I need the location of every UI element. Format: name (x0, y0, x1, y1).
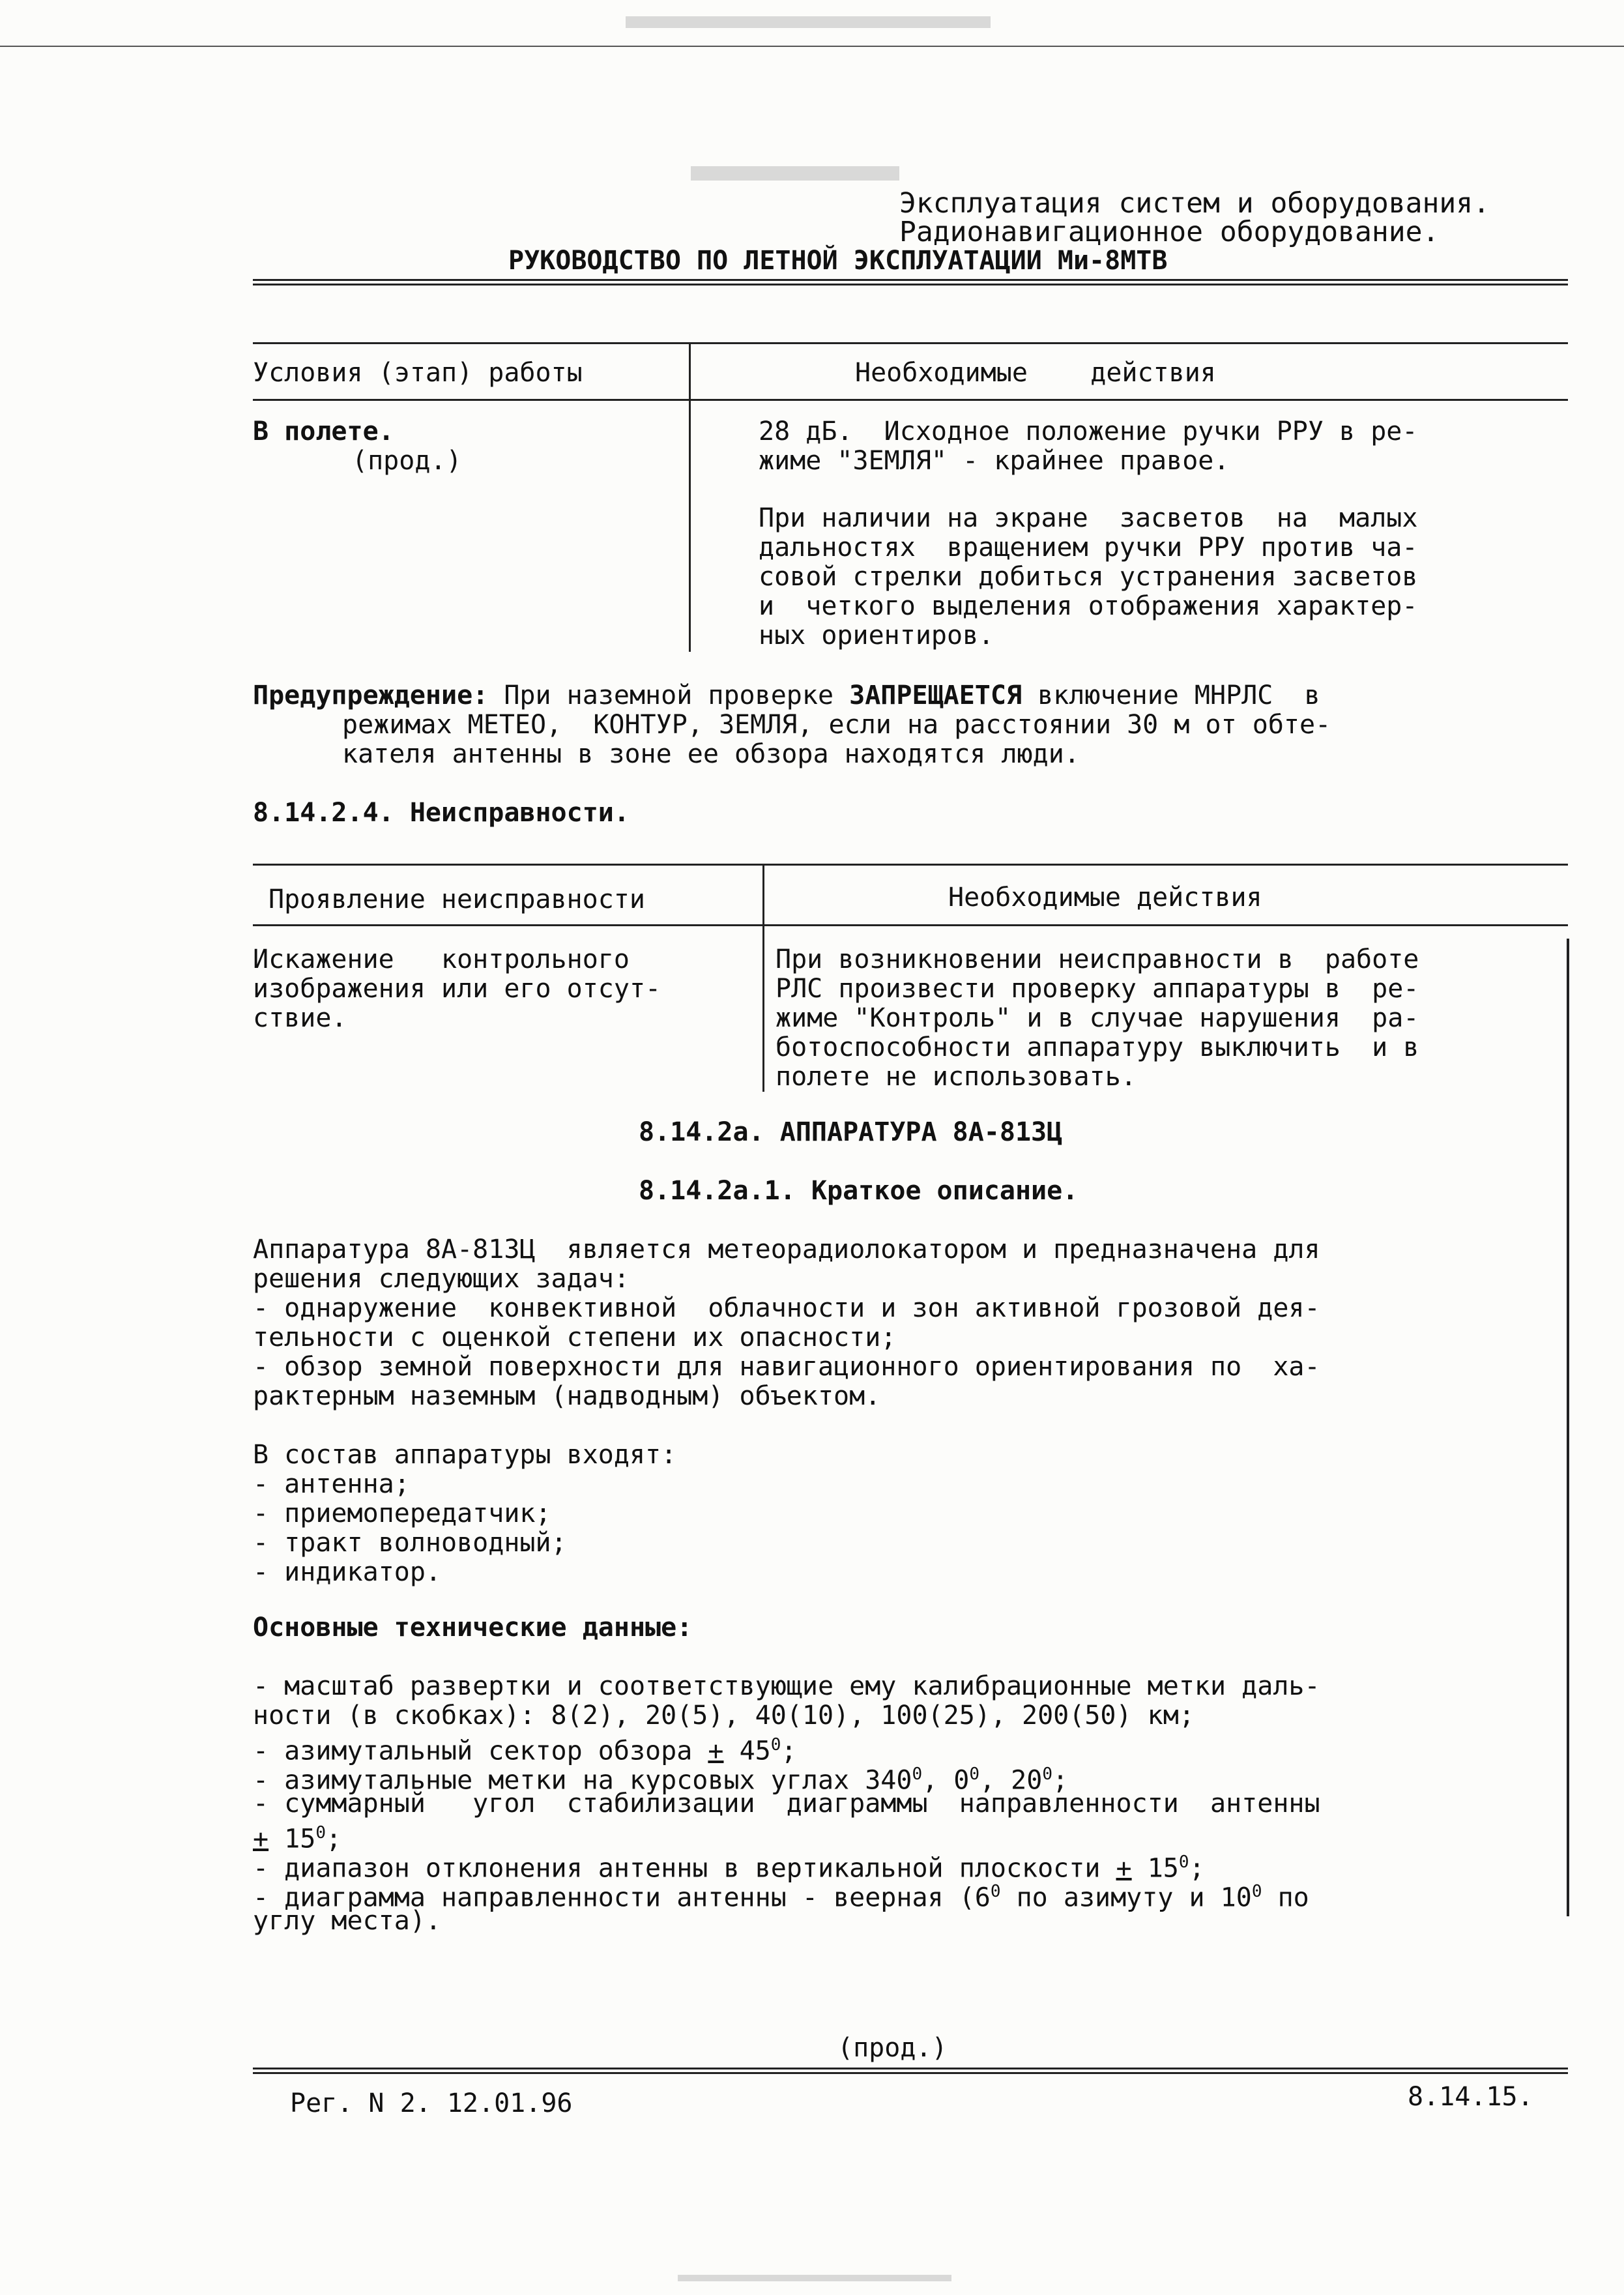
top-scan-line (0, 46, 1624, 47)
degree-sup: 0 (990, 1882, 1001, 1901)
scan-noise-mid (691, 166, 899, 181)
table1-action-p2-l4: и четкого выделения отображения характер- (759, 591, 1418, 621)
table2-top-rule (253, 864, 1568, 866)
degree-sup: 0 (912, 1764, 923, 1784)
degree-sup: 0 (1042, 1764, 1052, 1784)
degree-sup: 0 (969, 1764, 980, 1784)
tech-l2: ности (в скобках): 8(2), 20(5), 40(10), 100(25), 200(50) км; (253, 1701, 1195, 1731)
intro-l4: тельности с оценкой степени их опасности; (253, 1323, 897, 1352)
tech-l6-end: ; (326, 1824, 342, 1854)
tech-l4-end: ; (1052, 1765, 1069, 1796)
plus-minus-sign: + (708, 1736, 724, 1766)
table1-action-p2-l2: дальностях вращением ручки РРУ против ча- (759, 533, 1418, 563)
header-line-2: Радионавигационное оборудование. (899, 216, 1440, 248)
section-subtitle: 8.14.2а.1. Краткое описание. (639, 1176, 1079, 1206)
continued-note: (прод.) (837, 2033, 948, 2063)
table1-action-p2-l5: ных ориентиров. (759, 621, 994, 650)
composition-l4: - тракт волноводный; (253, 1528, 567, 1558)
degree-sup: 0 (1178, 1852, 1189, 1872)
header-line-1: Эксплуатация систем и оборудования. (899, 187, 1490, 220)
table1-action-p2-l3: совой стрелки добиться устранения засветов (759, 562, 1418, 592)
intro-l3: - однаружение конвективной облачности и зон активной грозовой дея- (253, 1293, 1320, 1323)
intro-l2: решения следующих задач: (253, 1264, 630, 1294)
table2-divider (762, 864, 764, 1092)
table1-top-rule (253, 342, 1568, 344)
tech-l4-text: - азимутальные метки на курсовых углах 340 (253, 1765, 912, 1796)
warning-text-c: включение МНРЛС в (1022, 680, 1320, 710)
tech-l3-end: ; (781, 1736, 797, 1766)
tech-l3-value: 45 (723, 1736, 771, 1766)
table2-action-l5: полете не использовать. (776, 1062, 1137, 1092)
table2-action-l1: При возникновении неисправности в работе (776, 944, 1419, 974)
table1-condition-2: (прод.) (352, 446, 462, 476)
composition-l5: - индикатор. (253, 1557, 441, 1587)
footer-rule (253, 2068, 1568, 2074)
tech-l7-end: ; (1189, 1853, 1205, 1884)
warning-label: Предупреждение: (253, 680, 489, 710)
tech-l8-text: - диаграмма направленности антенны - веерная (6 (253, 1882, 991, 1913)
intro-l1: Аппаратура 8А-813Ц является метеорадиолокатором и предназначена для (253, 1235, 1320, 1264)
composition-l1: В состав аппаратуры входят: (253, 1440, 677, 1470)
table2-action-l2: РЛС произвести проверку аппаратуры в ре- (776, 974, 1419, 1004)
table1-col1-header: Условия (этап) работы (253, 358, 583, 388)
composition-l2: - антенна; (253, 1469, 410, 1499)
table2-fault-l2: изображения или его отсут- (253, 974, 661, 1004)
tech-data-heading: Основные технические данные: (253, 1613, 693, 1643)
table2-action-l4: ботоспособности аппаратуру выключить и в (776, 1032, 1419, 1062)
tech-l6-value: 15 (268, 1824, 316, 1854)
table1-action-p2-l1: При наличии на экране засветов на малых (759, 503, 1418, 533)
tech-l5: - суммарный угол стабилизации диаграммы направленности антенны (253, 1789, 1320, 1819)
tech-l8-end: по (1262, 1882, 1309, 1913)
warning-prohibited: ЗАПРЕЩАЕТСЯ (849, 680, 1022, 710)
tech-l1: - масштаб развертки и соответствующие ему калибрационные метки даль- (253, 1671, 1320, 1701)
composition-l3: - приемопередатчик; (253, 1498, 551, 1528)
tech-l4-b: , 0 (922, 1765, 970, 1796)
page-number: 8.14.15. (1408, 2082, 1533, 2112)
table2-col1-header: Проявление неисправности (268, 884, 645, 914)
intro-l5: - обзор земной поверхности для навигационного ориентирования по ха- (253, 1352, 1320, 1382)
tech-l7-value: 15 (1131, 1853, 1179, 1884)
tech-l4-c: , 20 (979, 1765, 1043, 1796)
scan-noise-bottom (678, 2275, 951, 2281)
table1-header-rule (253, 399, 1568, 401)
table2-col2-header: Необходимые действия (948, 883, 1262, 913)
tech-l3-text: - азимутальный сектор обзора (253, 1736, 708, 1766)
registration-number: Рег. N 2. 12.01.96 (290, 2088, 573, 2118)
intro-l6: рактерным наземным (надводным) объектом. (253, 1381, 881, 1411)
table1-divider (689, 342, 691, 652)
table2-fault-l3: ствие. (253, 1003, 347, 1033)
revision-bar (1567, 939, 1569, 1916)
tech-l9: углу места). (253, 1906, 441, 1936)
degree-sup: 0 (1251, 1882, 1262, 1901)
table1-action-p1-l1: 28 дБ. Исходное положение ручки РРУ в ре- (759, 417, 1418, 446)
faults-heading: 8.14.2.4. Неисправности. (253, 798, 630, 828)
table2-action-l3: жиме "Контроль" и в случае нарушения ра- (776, 1003, 1419, 1033)
table1-condition-1: В полете. (253, 417, 394, 446)
plus-minus-sign: + (253, 1824, 269, 1854)
plus-minus-sign: + (1116, 1853, 1132, 1884)
table2-header-rule (253, 924, 1568, 926)
table2-fault-l1: Искажение контрольного (253, 944, 630, 974)
warning-line-1 (253, 681, 1320, 710)
manual-title: РУКОВОДСТВО ПО ЛЕТНОЙ ЭКСПЛУАТАЦИИ Ми-8МТВ (508, 246, 1168, 276)
warning-line-3: кателя антенны в зоне ее обзора находятся люди. (342, 739, 1080, 769)
table1-action-p1-l2: жиме "ЗЕМЛЯ" - крайнее правое. (759, 446, 1230, 476)
warning-line-2: режимах МЕТЕО, КОНТУР, ЗЕМЛЯ, если на расстоянии 30 м от обте- (342, 710, 1331, 740)
warning-text-a: При наземной проверке (488, 680, 850, 710)
header-rule (253, 279, 1568, 285)
section-title: 8.14.2а. АППАРАТУРА 8А-813Ц (639, 1117, 1063, 1147)
tech-l7-text: - диапазон отклонения антенны в вертикальной плоскости (253, 1853, 1116, 1884)
degree-sup: 0 (770, 1735, 781, 1755)
scan-noise-top (626, 16, 991, 28)
tech-l8-b: по азимуту и 10 (1000, 1882, 1252, 1913)
table1-col2-header: Необходимые действия (855, 358, 1216, 388)
degree-sup: 0 (315, 1823, 326, 1843)
